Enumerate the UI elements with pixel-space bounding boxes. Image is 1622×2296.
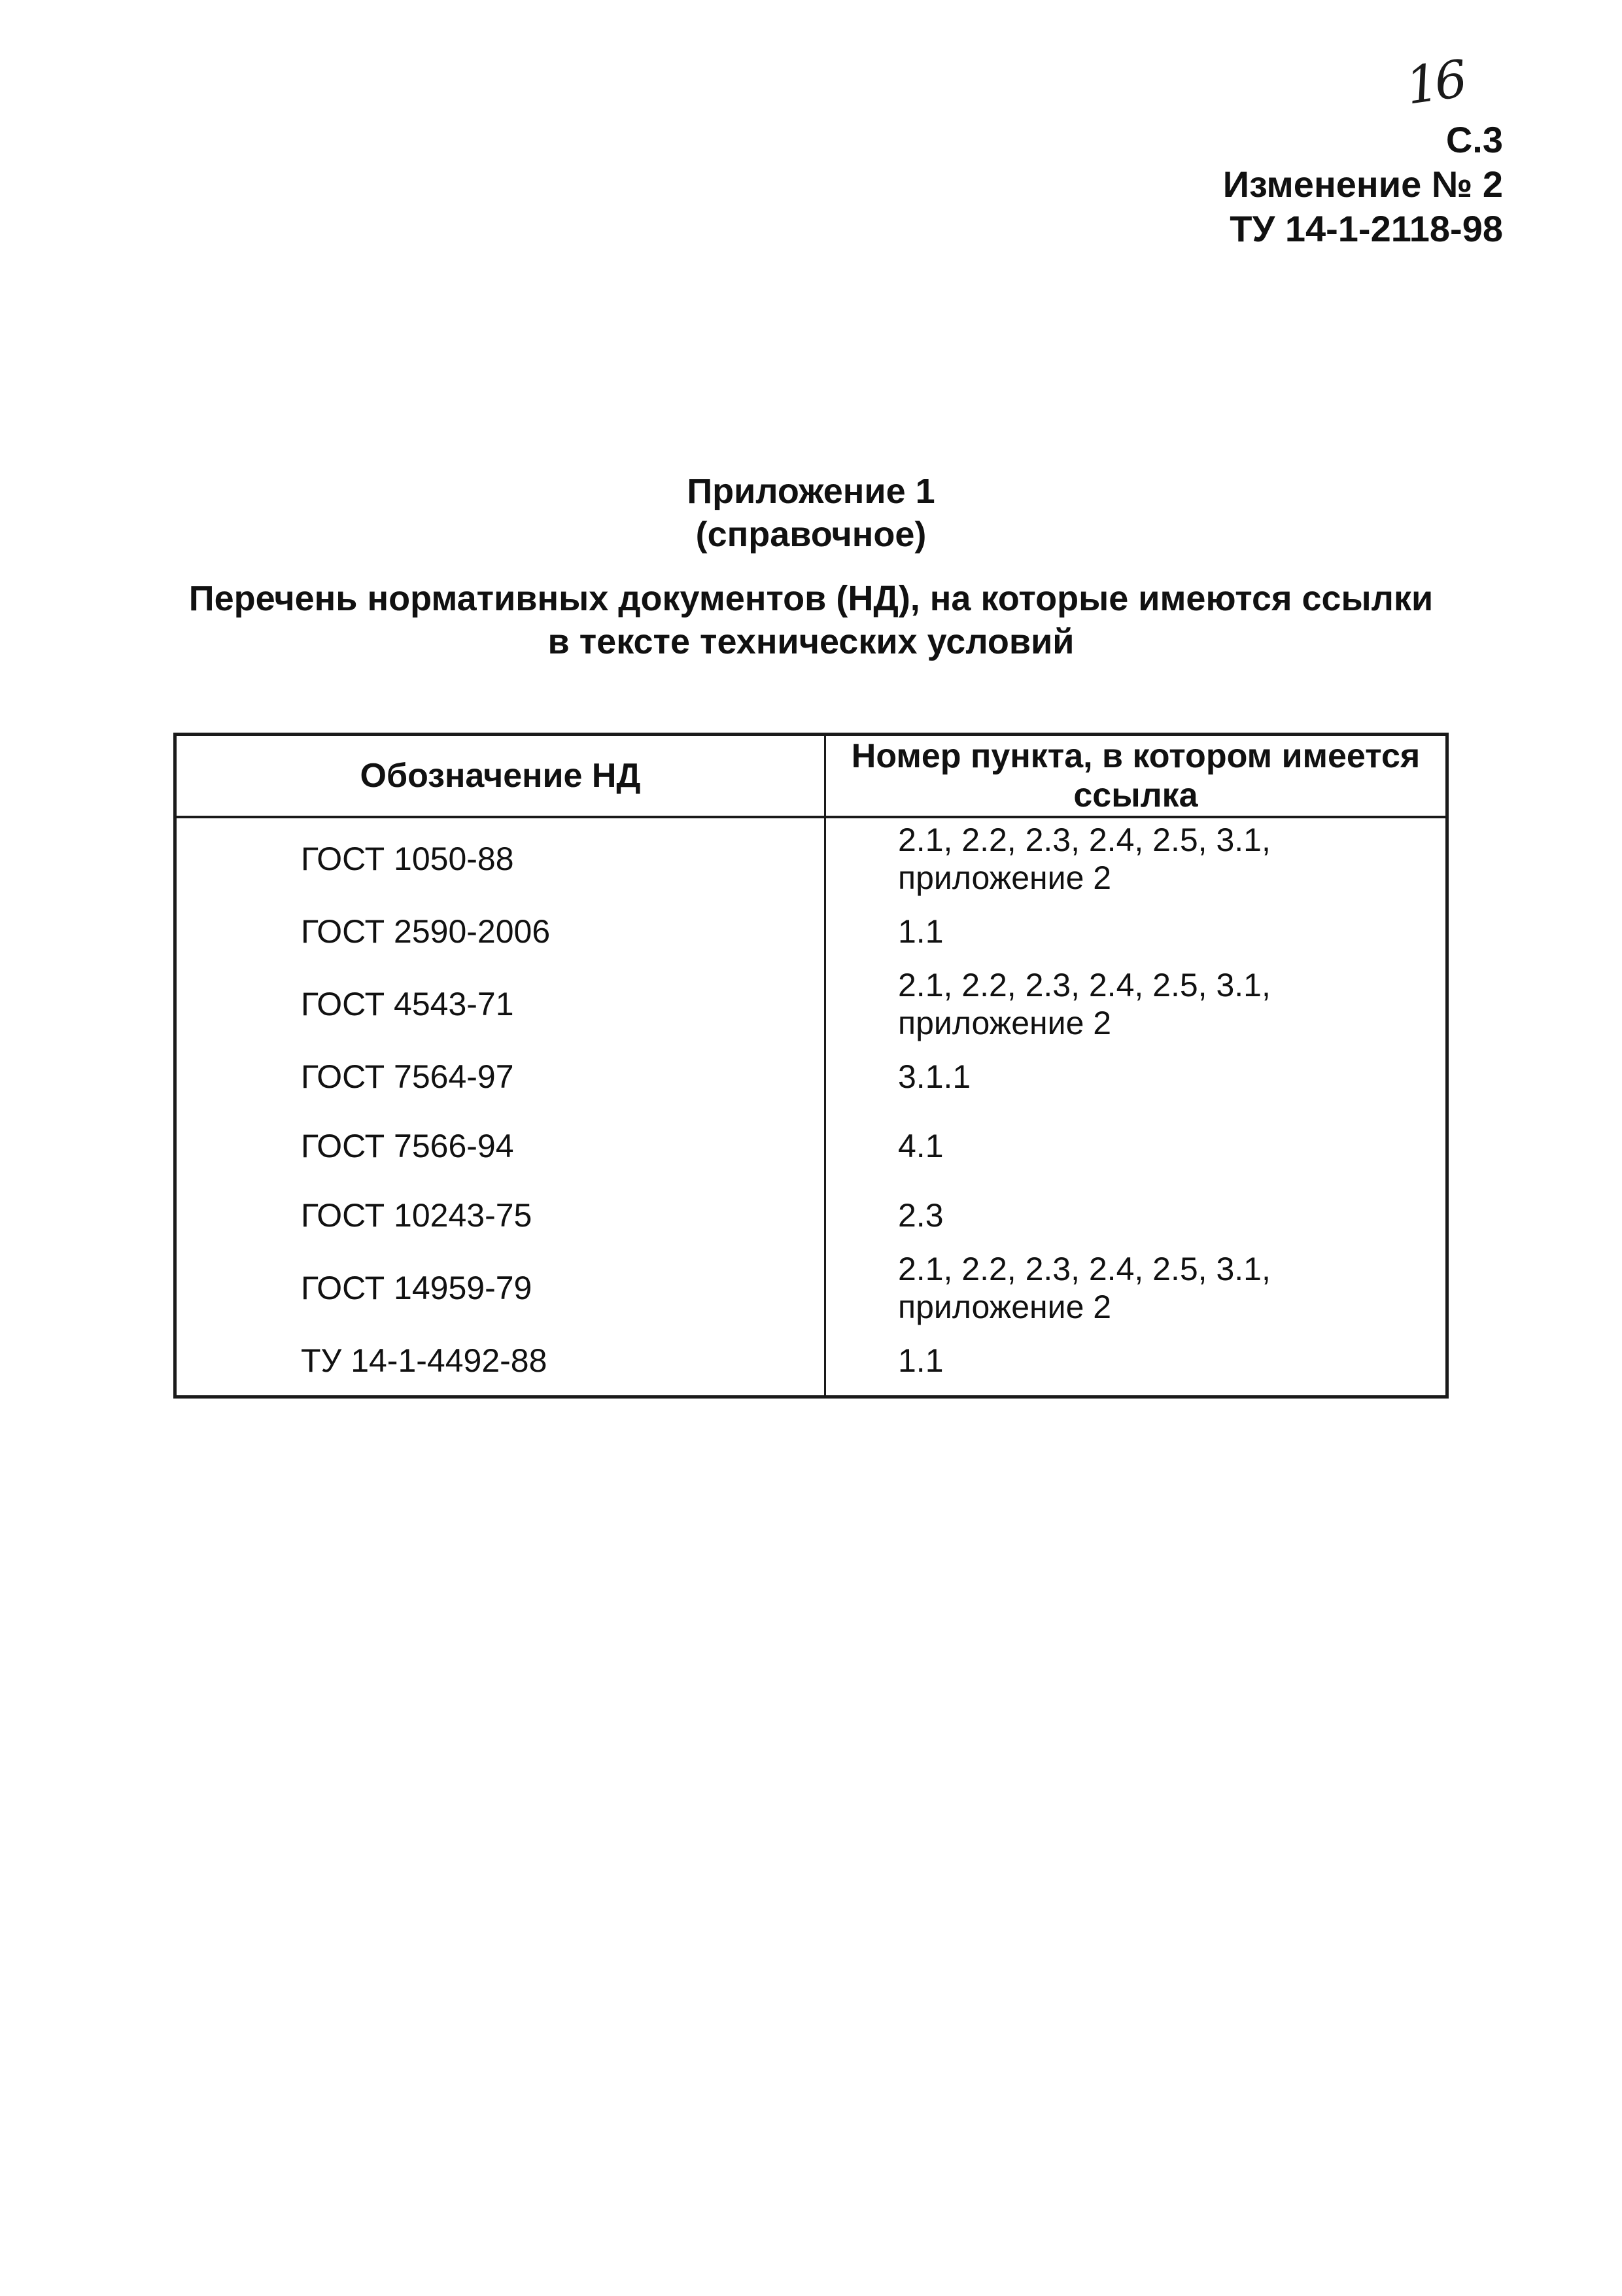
nd-reference-table [173, 733, 1449, 1399]
table-row [175, 1181, 1447, 1250]
table-cell-clause: 2.3 [898, 1197, 944, 1234]
column-header-clause: Номер пункта, в котором имеется ссылка [825, 735, 1447, 818]
handwritten-page-number: 16 [1402, 50, 1468, 116]
table-header-row [175, 735, 1447, 818]
document-header [981, 111, 1503, 255]
column-header-designation: Обозначение НД [175, 735, 825, 818]
table-cell-designation: ГОСТ 7566-94 [175, 1111, 825, 1181]
table-cell-designation: ГОСТ 1050-88 [175, 817, 825, 897]
table-cell-designation: ГОСТ 10243-75 [175, 1181, 825, 1250]
table-row [175, 1042, 1447, 1111]
table-cell-designation: ГОСТ 7564-97 [175, 1042, 825, 1111]
table-row [175, 817, 1447, 897]
appendix-subtitle: (справочное) [695, 515, 927, 554]
appendix-title: Приложение 1 [687, 472, 935, 511]
header-change-number: Изменение № 2 [1222, 164, 1503, 205]
table-cell-clause: 4.1 [898, 1128, 944, 1164]
table-row [175, 897, 1447, 966]
table-cell-clause: 1.1 [898, 913, 944, 950]
header-page-ref: С.3 [1445, 119, 1503, 160]
table-cell-designation: ГОСТ 14959-79 [175, 1250, 825, 1326]
table-cell-clause: 2.1, 2.2, 2.3, 2.4, 2.5, 3.1, приложение 2 [898, 1251, 1271, 1325]
table-cell-designation: ТУ 14-1-4492-88 [175, 1326, 825, 1397]
list-title-line-1: Перечень нормативных документов (НД), на которые имеются ссылки [188, 579, 1434, 618]
list-title-line-2: в тексте технических условий [547, 622, 1075, 661]
table-cell-clause: 2.1, 2.2, 2.3, 2.4, 2.5, 3.1, приложение 2 [898, 967, 1271, 1041]
list-heading [0, 577, 1622, 663]
table-row [175, 1111, 1447, 1181]
table-cell-clause: 2.1, 2.2, 2.3, 2.4, 2.5, 3.1, приложение 2 [898, 822, 1271, 896]
table-cell-clause: 1.1 [898, 1342, 944, 1379]
table-row [175, 1250, 1447, 1326]
table-cell-clause: 3.1.1 [898, 1058, 971, 1095]
appendix-heading [0, 470, 1622, 556]
table-cell-designation: ГОСТ 4543-71 [175, 966, 825, 1042]
table-cell-designation: ГОСТ 2590-2006 [175, 897, 825, 966]
table-row [175, 1326, 1447, 1397]
table-row [175, 966, 1447, 1042]
header-spec-number: ТУ 14-1-2118-98 [1230, 208, 1503, 249]
